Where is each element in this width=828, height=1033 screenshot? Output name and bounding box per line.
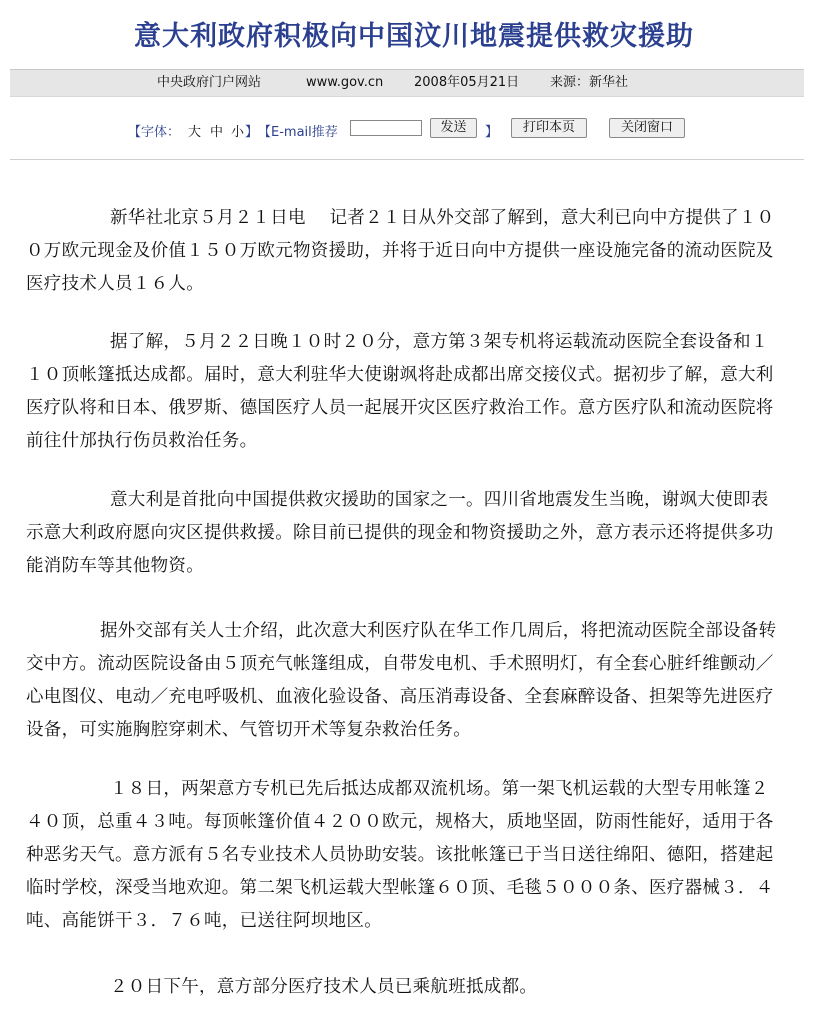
email-label: 【E-mail推荐: [258, 125, 338, 140]
divider: [10, 159, 804, 160]
email-input[interactable]: [350, 120, 422, 136]
meta-date: 2008年05月21日: [414, 75, 520, 90]
paragraph-4: 据外交部有关人士介绍，此次意大利医疗队在华工作几周后，将把流动医院全部设备转交中方。流动医院设备由５顶充气帐篷组成，自带发电机、手术照明灯，有全套心脏纤维颤动／心电图仪、电动／充电呼吸机、血液化验设备、高压消毒设备、全套麻醉设备、担架等先进医疗设备，可实施胸腔穿刺术、气管切开术等复杂救治任务。: [26, 621, 777, 740]
meta-url: www.gov.cn: [306, 75, 384, 90]
font-small-link[interactable]: 小: [231, 125, 245, 140]
font-size-close: 】: [245, 125, 259, 140]
meta-site: 中央政府门户网站: [157, 75, 262, 90]
email-close: 】: [485, 125, 499, 140]
print-button[interactable]: 打印本页: [511, 118, 587, 138]
paragraph-2: 据了解，５月２２日晚１０时２０分，意方第３架专机将运载流动医院全套设备和１１０顶帐篷抵达成都。届时，意大利驻华大使谢飒将赴成都出席交接仪式。据初步了解，意大利医疗队将和日本、俄罗斯、德国医疗人员一起展开灾区医疗救治工作。意方医疗队和流动医院将前往什邡执行伤员救治任务。: [26, 332, 774, 451]
font-size-label: 【字体：: [128, 125, 181, 140]
close-window-button[interactable]: 关闭窗口: [609, 118, 685, 138]
font-medium-link[interactable]: 中: [210, 125, 224, 140]
meta-bar: [10, 69, 804, 97]
page-title: 意大利政府积极向中国汶川地震提供救灾援助: [134, 21, 694, 52]
send-button[interactable]: 发送: [430, 118, 477, 138]
paragraph-5: １８日，两架意方专机已先后抵达成都双流机场。第一架飞机运载的大型专用帐篷２４０顶，总重４３吨。每顶帐篷价值４２００欧元，规格大，质地坚固，防雨性能好，适用于各种恶劣天气。意方派有５名专业技术人员协助安装。该批帐篷已于当日送往绵阳、德阳，搭建起临时学校，深受当地欢迎。第二架飞机运载大型帐篷６０顶、毛毯５０００条、医疗器械３．４吨、高能饼干３．７６吨，已送往阿坝地区。: [26, 779, 774, 931]
paragraph-6: ２０日下午，意方部分医疗技术人员已乘航班抵成都。: [110, 977, 538, 997]
meta-source: 来源：新华社: [550, 75, 629, 90]
paragraph-1: 新华社北京５月２１日电 记者２１日从外交部了解到，意大利已向中方提供了１００万欧元现金及价值１５０万欧元物资援助，并将于近日向中方提供一座设施完备的流动医院及医疗技术人员１６人。: [26, 208, 775, 294]
font-large-link[interactable]: 大: [188, 125, 202, 140]
paragraph-3: 意大利是首批向中国提供救灾援助的国家之一。四川省地震发生当晚，谢飒大使即表示意大利政府愿向灾区提供救援。除目前已提供的现金和物资援助之外，意方表示还将提供多功能消防车等其他物资。: [26, 490, 774, 576]
toolbar: [0, 117, 828, 141]
